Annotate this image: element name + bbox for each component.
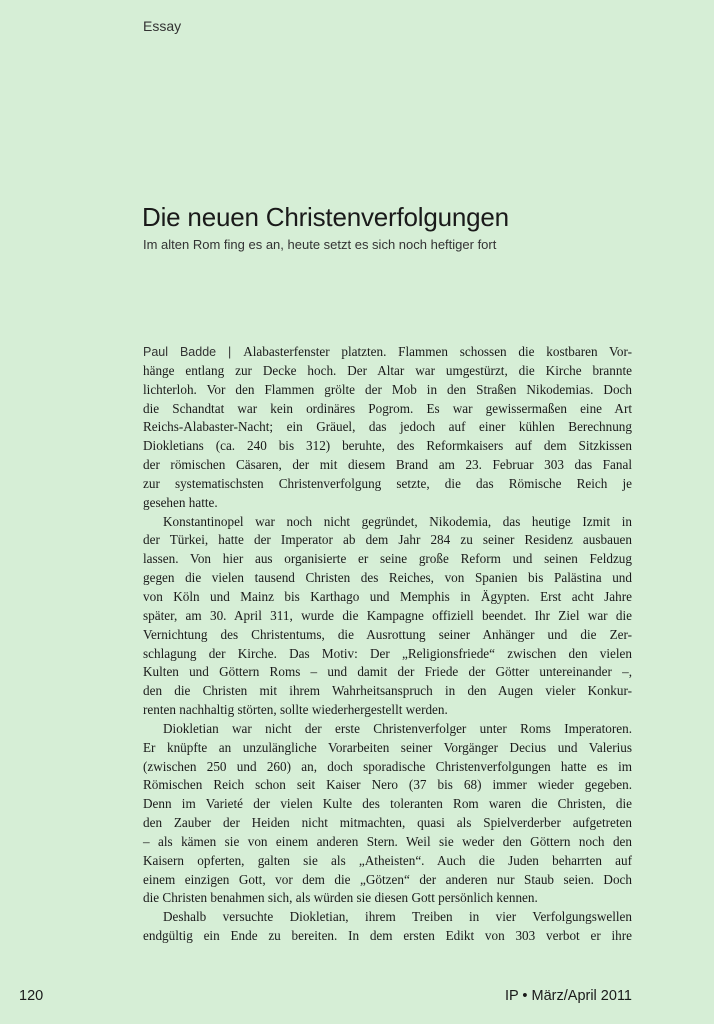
journal-issue: IP • März/April 2011 [504, 988, 632, 1004]
byline: Paul Badde | [143, 345, 244, 359]
body-line: hänge entlang zur Decke hoch. Der Altar war umgestürzt, die Kirche brannte [143, 362, 632, 378]
section-label: Essay [143, 18, 182, 34]
body-line: Deshalb versuchte Diokletian, ihrem Treiben in vier Verfolgungswellen [163, 909, 632, 925]
body-line: Vernichtung des Christentums, die Ausrottung seiner Anhänger und die Zer- [143, 626, 632, 642]
body-line: den die Christen mit ihrem Wahrheitsanspruch in den Augen vieler Konkur- [143, 683, 632, 699]
body-line: renten nachhaltig störten, sollte wiederhergestellt werden. [143, 702, 448, 718]
body-line: Er knüpfte an unzulängliche Vorarbeiten seiner Vorgänger Decius und Valerius [143, 739, 632, 755]
body-line: Kulten und Göttern Roms – und damit der Friede der Götter untereinander –, [143, 664, 632, 680]
body-line: Kaisern opferten, galten sie als „Atheisten“. Auch die Juden beharrten auf [143, 852, 632, 868]
body-line: gegen die vielen tausend Christen des Reiches, von Spanien bis Palästina und [143, 570, 632, 586]
body-line: die Christen benahmen sich, als würden sie diesen Gott persönlich kennen. [143, 890, 538, 906]
body-line: der Türkei, hatte der Imperator ab dem Jahr 284 zu seiner Residenz ausbauen [143, 532, 632, 548]
body-line: lichterloh. Vor den Flammen grölte der Mob in den Straßen Nikodemias. Doch [143, 381, 632, 397]
body-line: Konstantinopel war noch nicht gegründet, Nikodemia, das heutige Izmit in [163, 513, 632, 529]
body-line: Reichs-Alabaster-Nacht; ein Gräuel, das jedoch auf einer kühlen Berechnung [143, 419, 632, 435]
body-line: zur systematischsten Christenverfolgung setzte, die das Römische Reich je [143, 475, 632, 491]
body-line: endgültig ein Ende zu bereiten. In dem ersten Edikt von 303 verbot er ihre [143, 928, 632, 944]
body-line: später, am 30. April 311, wurde die Kampagne offiziell beendet. Ihr Ziel war die [143, 607, 632, 623]
page-number: 120 [19, 988, 44, 1004]
body-line: – als kämen sie von einem anderen Stern. Weil sie weder den Göttern noch den [143, 833, 632, 849]
body-line: Römischen Reich schon seit Kaiser Nero (37 bis 68) immer wieder gegeben. [143, 777, 632, 793]
body-line: gesehen hatte. [143, 494, 218, 510]
article-subtitle: Im alten Rom fing es an, heute setzt es sich noch heftiger fort [143, 237, 497, 252]
body-line: Denn im Varieté der vielen Kulte des toleranten Rom waren die Christen, die [143, 796, 632, 812]
body-line: den Zauber der Heiden nicht mitmachten, quasi als Spielverderber aufgetreten [143, 815, 632, 831]
body-line: schlagung der Kirche. Das Motiv: Der „Religionsfriede“ zwischen den vielen [143, 645, 632, 661]
body-line: der römischen Cäsaren, der mit diesem Brand am 23. Februar 303 das Fanal [143, 457, 632, 473]
body-line: einem einzigen Gott, vor dem die „Götzen“ der anderen nur Staub seien. Doch [143, 871, 632, 887]
body-line: Diokletian war nicht der erste Christenverfolger unter Roms Imperatoren. [163, 720, 632, 736]
body-line: Diokletians (ca. 240 bis 312) beruhte, des Reformkaisers auf dem Sitzkissen [143, 438, 632, 454]
body-line: die Schandtat war kein ordinäres Pogrom. Es war gewissermaßen eine Art [143, 400, 632, 416]
body-line: lassen. Von hier aus organisierte er seine große Reform und seinen Feldzug [143, 551, 632, 567]
body-line: (zwischen 250 und 260) an, doch sporadische Christenverfolgungen hatte es im [143, 758, 632, 774]
body-line: Paul Badde | Alabasterfenster platzten. Flammen schossen die kostbaren Vor- [143, 344, 632, 359]
article-body [143, 343, 632, 946]
article-title: Die neuen Christenverfolgungen [142, 202, 509, 232]
body-line: von Köln und Mainz bis Karthago und Memphis in Ägypten. Erst acht Jahre [143, 588, 632, 604]
